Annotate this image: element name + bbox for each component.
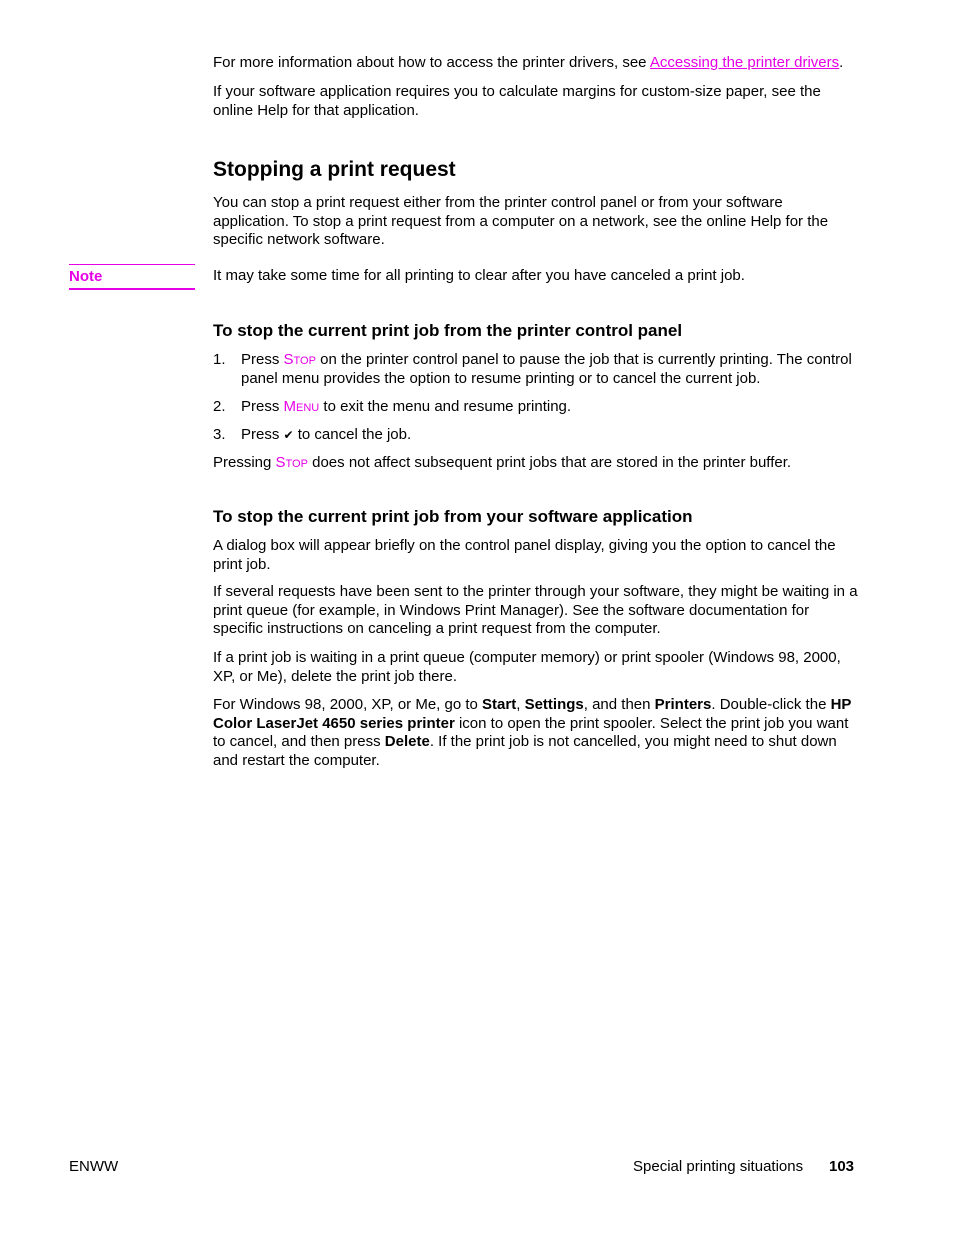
after-text: does not affect subsequent print jobs that are stored in the printer buffer. [307, 454, 792, 471]
intro-text: For more information about how to access the printer drivers, see [213, 54, 650, 71]
subheading-1: To stop the current print job from the printer control panel [213, 321, 683, 340]
after-steps-paragraph [213, 454, 858, 473]
after-text: Pressing [213, 454, 276, 471]
p4-text: icon to open the print spooler. Select the print job you want to cancel, and then press [213, 714, 849, 750]
stop-key-label: Stop [283, 351, 316, 368]
section-heading [213, 157, 858, 183]
p4-text: . If the print job is not cancelled, you might need to shut down and restart the computer. [213, 733, 837, 769]
sub2-text-3: If a print job is waiting in a print queue (computer memory) or print spooler (Windows 98, 2000, XP, or Me), delete the print job there. [213, 649, 841, 685]
printers-label: Printers [654, 696, 712, 713]
intro-paragraph-2 [213, 83, 858, 120]
sub2-text-1: A dialog box will appear briefly on the control panel display, giving you the option to cancel the print job. [213, 537, 836, 573]
printer-name-label: HP Color LaserJet 4650 series printer [213, 696, 852, 732]
p4-text: , and then [583, 696, 655, 713]
subheading-2: To stop the current print job from your software application [213, 507, 693, 526]
sub2-paragraph-2 [213, 583, 858, 639]
accessing-printer-drivers-link[interactable]: Accessing the printer drivers [649, 54, 840, 71]
note-text: It may take some time for all printing to clear after you have canceled a print job. [213, 267, 745, 284]
step-text: on the printer control panel to pause the job that is currently printing. The control panel menu provides the option to resume printing or to cancel the current job. [241, 351, 852, 387]
subheading-control-panel [213, 320, 858, 342]
start-label: Start [482, 696, 517, 713]
p4-text: , [516, 696, 525, 713]
step-text: Press [241, 426, 284, 443]
note-text-block [213, 267, 858, 286]
sub2-paragraph-4 [213, 696, 858, 770]
step-text: to exit the menu and resume printing. [319, 398, 572, 415]
p4-text: For Windows 98, 2000, XP, or Me, go to [213, 696, 483, 713]
footer-left: ENWW [69, 1158, 119, 1175]
step-text: to cancel the job. [293, 426, 412, 443]
settings-label: Settings [524, 696, 584, 713]
intro-text-2: If your software application requires you to calculate margins for custom-size paper, see the online Help for that application. [213, 83, 821, 119]
intro-paragraph-1 [213, 54, 858, 73]
section-text: You can stop a print request either from the printer control panel or from your software application. To stop a print request from a computer on a network, see the online Help for the specific network software. [213, 194, 829, 248]
page-title: Stopping a print request [213, 158, 456, 181]
checkmark-icon: ✔ [283, 428, 294, 442]
menu-key-label: Menu [283, 398, 320, 415]
intro-period: . [839, 54, 844, 71]
sub2-paragraph-3 [213, 649, 858, 686]
p4-text: . Double-click the [711, 696, 831, 713]
step-number: 3. [213, 426, 226, 443]
step-text: Press [241, 398, 284, 415]
delete-label: Delete [384, 733, 430, 750]
step-text: Press [241, 351, 284, 368]
page-number: 103 [829, 1158, 855, 1175]
step-number: 1. [213, 351, 226, 368]
footer-section: Special printing situations [633, 1158, 804, 1175]
stop-key-label: Stop [275, 454, 308, 471]
sub2-paragraph-1 [213, 537, 858, 574]
sub2-text-2: If several requests have been sent to the printer through your software, they might be waiting in a print queue (for example, in Windows Print Manager). See the software documentation for specific instructions on canceling a print request from the computer. [213, 583, 858, 637]
subheading-software [213, 506, 858, 528]
note-label: Note [69, 264, 195, 290]
section-paragraph [213, 194, 858, 250]
step-number: 2. [213, 398, 226, 415]
